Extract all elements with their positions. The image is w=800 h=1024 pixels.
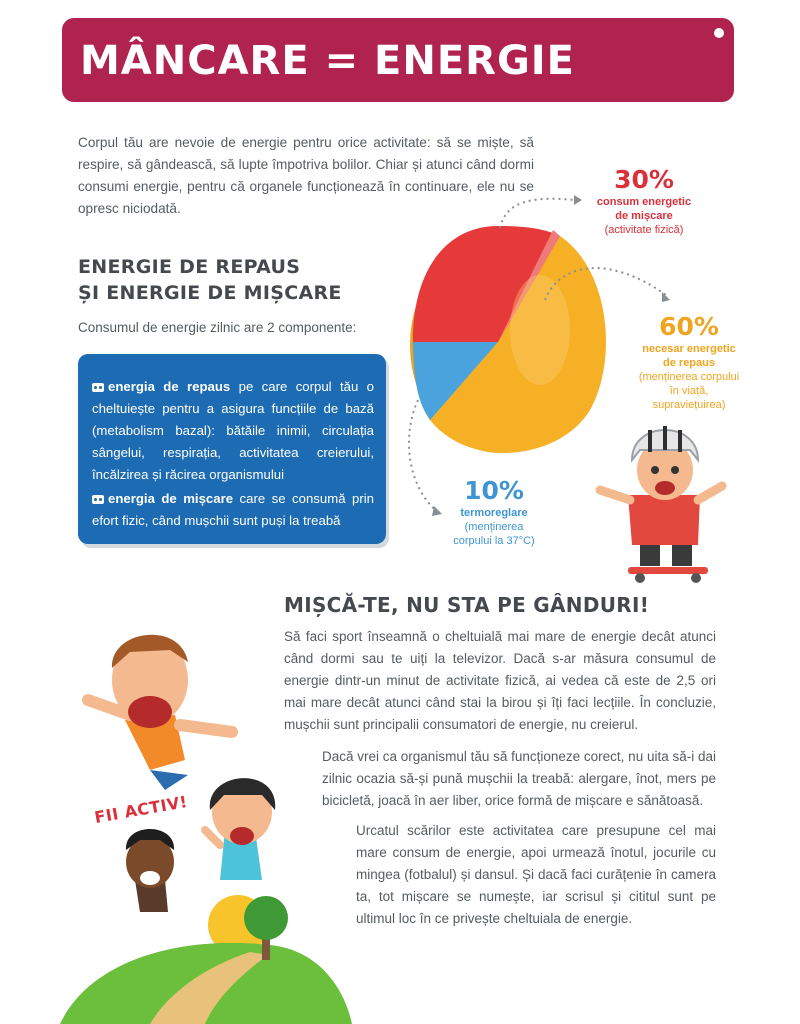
skater-boy-illustration: [600, 426, 722, 583]
stat-movement-label1: consum energetic: [596, 196, 692, 208]
paragraph-sport: Să faci sport înseamnă o cheltuială mai mare de energie decât atunci când dormi sau te uiți la televizor. Dacă s-ar măsura consumul de energie dintr-un minut de activitate fizică, ai vedea că este de 2,5 ori mai mare decât atunci când stai la birou și îți faci lecțiile. În concluzie, mușchii sunt principalii consumatori de energie, nu creierul.: [284, 629, 716, 732]
running-boy-illustration: [126, 829, 174, 912]
arrow-30-head: [574, 195, 582, 205]
energy-pie-chart: [410, 226, 606, 453]
stat-thermo-label: termoreglare: [460, 507, 528, 519]
hill-landscape-illustration: [60, 895, 352, 1024]
jumping-boy-illustration: [88, 635, 232, 790]
stat-movement: [584, 165, 704, 237]
stat-rest-pct: 60%: [659, 312, 719, 341]
page-title: MÂNCARE = ENERGIE: [80, 38, 576, 84]
fii-activ-slogan: FII ACTIV!: [93, 791, 190, 828]
jumping-girl-illustration: [205, 778, 275, 880]
stat-rest-note2: supraviețuirea): [652, 399, 726, 411]
arrow-30: [500, 199, 574, 228]
heading-line-1: ENERGIE DE REPAUS: [78, 256, 301, 278]
bullet1-text: pe care corpul tău o cheltuiește pentru a asigura funcțiile de bază (metabolism bazal): bătăile inimii, circulația sângelui, respirația, activitatea creierului, încălzirea și răcirea organismului: [92, 379, 375, 482]
stat-movement-label2: de mișcare: [615, 210, 673, 222]
stat-thermo: [440, 476, 548, 548]
stat-thermo-note2: corpului la 37°C): [453, 535, 535, 547]
stat-movement-note: (activitate fizică): [604, 224, 684, 236]
stat-movement-pct: 30%: [614, 165, 674, 194]
intro-paragraph: Corpul tău are nevoie de energie pentru orice activitate: să se miște, să respire, să gândească, să lupte împotriva bolilor. Chiar și atunci când dormi consumi energie, pentru că organele funcționează în continuare, ele nu se opresc niciodată.: [78, 135, 534, 216]
stat-thermo-note1: (menținerea: [464, 521, 524, 533]
stat-rest-label2: de repaus: [663, 357, 715, 369]
stat-rest: [614, 312, 764, 412]
bullet1-bold: energia de repaus: [108, 379, 231, 394]
bullet2-text: care se consumă prin efort fizic, când mușchii sunt puși la treabă: [92, 491, 374, 528]
stat-rest-label1: necesar energetic: [642, 343, 736, 355]
heading-line-2: ȘI ENERGIE DE MIȘCARE: [78, 282, 342, 304]
arrow-60-head: [662, 292, 670, 302]
pie-highlight: [510, 275, 570, 385]
components-subtitle: Consumul de energie zilnic are 2 componente:: [78, 320, 357, 335]
paragraph-muscles: Dacă vrei ca organismul tău să funcționeze corect, nu uita să-i dai zilnic ocazia să-și pună mușchii la treabă: alergare, înot, mers pe bicicletă, joacă în aer liber, orice formă de mișcare e sănătoasă.: [322, 749, 716, 808]
section-heading-move: MIȘCĂ-TE, NU STA PE GÂNDURI!: [284, 593, 650, 617]
paragraph-stairs: Urcatul scărilor este activitatea care presupune cel mai mare consum de energie, apoi urmează înotul, jocurile cu mingea (fotbalul) și dansul. Și dacă faci curățenie în camera ta, tot mișcare se numește, iar scrisul și cititul sunt pe ultimul loc în ce privește cheltuiala de energie.: [356, 823, 716, 926]
bullet2-bold: energia de mișcare: [108, 491, 234, 506]
stat-rest-note1: (menținerea corpului în viață,: [638, 371, 740, 397]
stat-thermo-pct: 10%: [464, 476, 524, 505]
